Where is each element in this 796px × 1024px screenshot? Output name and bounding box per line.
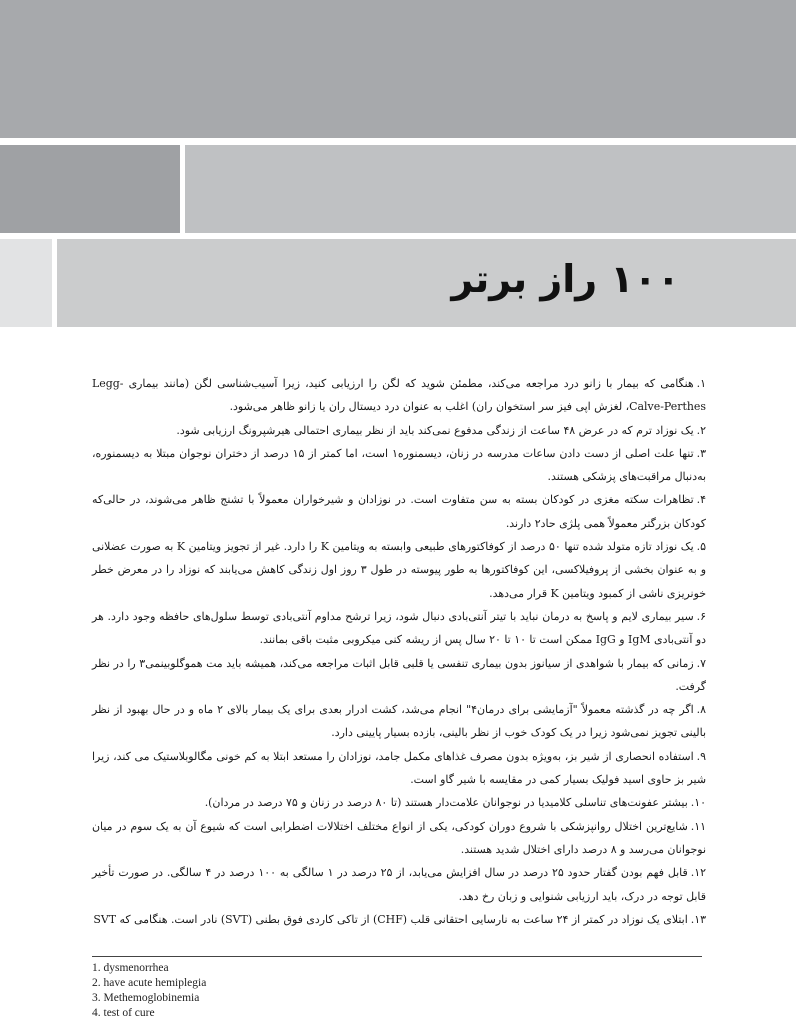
list-item [92, 442, 706, 489]
header-band-low-left [0, 239, 52, 327]
list-item [92, 908, 706, 931]
secrets-list [92, 372, 706, 931]
item-number: ۱۲. [690, 866, 706, 880]
list-item [92, 605, 706, 652]
item-number: ۱۳. [690, 912, 706, 926]
item-number: ۱۰. [690, 796, 706, 810]
item-text: تنها علت اصلی از دست دادن ساعات مدرسه در زنان، دیسمنوره۱ است، اما کمتر از ۱۵ درصد از دختران نوجوان مبتلا به دیسمنوره، به‌دنبال مراقبت‌های پزشکی هستند. [92, 446, 706, 484]
item-number: ۴. [696, 493, 706, 507]
footnote: 4. test of cure [92, 1007, 155, 1019]
list-item [92, 861, 706, 908]
item-number: ۵. [696, 540, 706, 554]
footnote: 1. dysmenorrhea [92, 962, 169, 974]
item-text: تظاهرات سکته مغزی در کودکان بسته به سن متفاوت است. در نوزادان و شیرخواران معمولاً با تشنج ظاهر می‌شوند، در حالی‌که کودکان بزرگتر معمولاً همی پلژی حاد۲ دارند. [92, 493, 706, 530]
item-number: ۱۱. [690, 819, 706, 833]
page-title: ۱۰۰ راز برتر [451, 257, 680, 301]
title-band [57, 239, 796, 327]
footnotes [92, 961, 702, 1021]
list-item [92, 698, 706, 745]
item-text: ابتلای یک نوزاد در کمتر از ۲۴ ساعت به نارسایی احتقانی قلب (CHF) از تاکی کاردی فوق بطنی (SVT) نادر است. هنگامی که SVT [93, 912, 688, 926]
item-number: ۷. [696, 656, 706, 670]
header-band-mid-right [185, 145, 796, 233]
header-band-top [0, 0, 796, 138]
item-number: ۲. [696, 423, 706, 437]
footnote: 3. Methemoglobinemia [92, 992, 200, 1004]
item-text: سیر بیماری لایم و پاسخ به درمان نباید با تیتر آنتی‌بادی دنبال شود، زیرا ترشح مداوم آنتی‌بادی توسط سلول‌های حافظه وجود دارد. هر دو آنتی‌بادی IgM و IgG ممکن است تا ۱۰ تا ۲۰ سال پس از ریشه کنی میکروبی مثبت باقی بمانند. [92, 609, 706, 647]
list-item [92, 745, 706, 792]
item-number: ۳. [696, 446, 706, 460]
item-number: ۸. [696, 703, 706, 717]
list-item [92, 488, 706, 535]
footnote: 2. have acute hemiplegia [92, 977, 207, 989]
item-text: اگر چه در گذشته معمولاً "آزمایشی برای درمان۴" انجام می‌شد، کشت ادرار بعدی برای یک بیمار بالای ۲ ماه و در حال بهبود از نظر بالینی تجویز نمی‌شود زیرا در یک کودک خوب از نظر بالینی، بازده بسیار پایینی دارد. [92, 703, 706, 740]
item-text: شایع‌ترین اختلال روانپزشکی با شروع دوران کودکی، یکی از انواع مختلف اختلالات اضطرابی است که شیوع آن به یک سوم در میان نوجوانان می‌رسد و ۸ درصد دارای اختلال شدید هستند. [92, 819, 706, 856]
list-item [92, 535, 706, 605]
item-number: ۶. [696, 609, 706, 623]
item-number: ۱. [696, 377, 706, 390]
item-text: هنگامی که بیمار با زانو درد مراجعه می‌کند، مطمئن شوید که لگن را ارزیابی کنید، زیرا آسیب‌شناسی لگن (مانند بیماری Legg-Calve-Perthes، لغزش اپی فیز سر استخوان ران) اغلب به عنوان درد دیستال ران یا زانو ظاهر می‌شود. [92, 377, 706, 414]
header-band-mid-left [0, 145, 180, 233]
list-item [92, 419, 706, 442]
footnote-divider [92, 956, 702, 957]
item-text: استفاده انحصاری از شیر بز، به‌ویژه بدون مصرف غذاهای مکمل جامد، نوزادان را مستعد ابتلا به کم خونی مگالوبلاستیک می کند، زیرا شیر بز حاوی اسید فولیک بسیار کمی در مقایسه با شیر گاو است. [92, 749, 706, 787]
item-text: زمانی که بیمار با شواهدی از سیانوز بدون بیماری تنفسی یا قلبی قابل اثبات مراجعه می‌کند، همیشه باید مت هموگلوبینمی۳ را در نظر گرفت. [92, 656, 706, 693]
list-item [92, 652, 706, 699]
item-text: یک نوزاد تازه متولد شده تنها ۵۰ درصد از کوفاکتورهای طبیعی وابسته به ویتامین K را دارد. غیر از تجویز ویتامین K به صورت عضلانی و به عنوان بخشی از پروفیلاکسی، این کوفاکتورها به طور پیوسته در طول ۳ روز اول زندگی کاهش می‌یابند که نوزاد را در معرض خطر خونریزی ناشی از کمبود ویتامین K قرار می‌دهد. [92, 540, 707, 600]
item-text: قابل فهم بودن گفتار حدود ۲۵ درصد در سال افزایش می‌یابد، از ۲۵ درصد در ۱ سالگی به ۱۰۰ درصد در ۴ سالگی. در صورت تأخیر قابل توجه در درک، باید ارزیابی شنوایی و زبان رخ دهد. [92, 866, 706, 903]
list-item [92, 372, 706, 419]
list-item [92, 815, 706, 862]
item-number: ۹. [696, 749, 706, 763]
item-text: یک نوزاد ترم که در عرض ۴۸ ساعت از زندگی مدفوع نمی‌کند باید از نظر بیماری احتمالی هیرشپرونگ ارزیابی شود. [176, 423, 694, 437]
list-item [92, 791, 706, 814]
item-text: بیشتر عفونت‌های تناسلی کلامیدیا در نوجوانان علامت‌دار هستند (تا ۸۰ درصد در زنان و ۷۵ درصد در مردان). [204, 796, 688, 810]
